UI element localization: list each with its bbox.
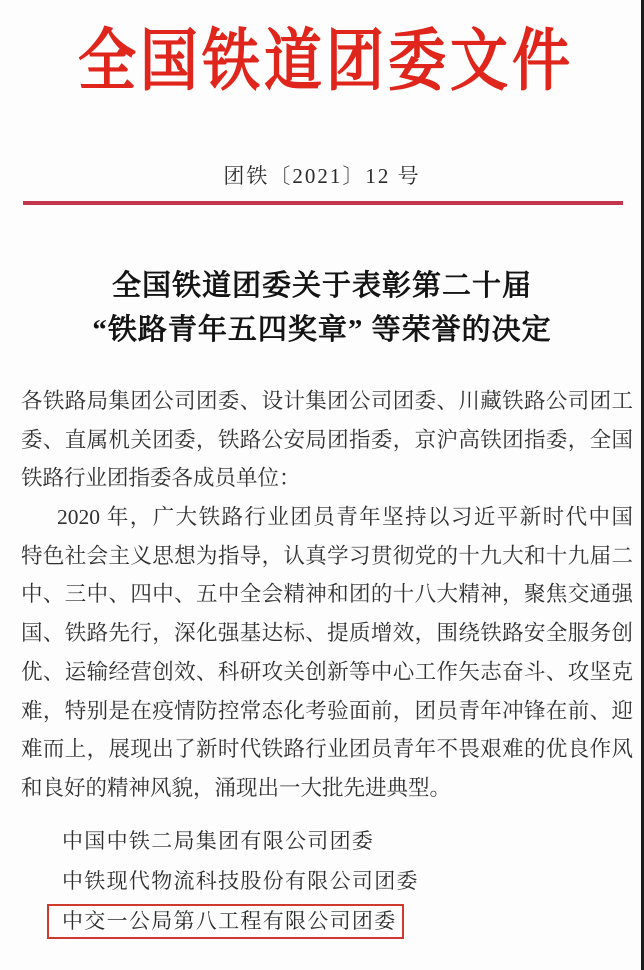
body-line: 2020 年，广大铁路行业团员青年坚持以习近平新时代中国 (57, 505, 633, 530)
awardee-item (62, 861, 419, 901)
body-line: 优、运输经营创效、科研攻关创新等中心工作矢志奋斗、攻坚克 (21, 659, 633, 684)
body-line: 中、三中、四中、五中全会精神和团的十八大精神，聚焦交通强 (21, 582, 633, 607)
body-line: 国、铁路先行，深化强基达标、提质增效，围绕铁路安全服务创 (21, 621, 633, 646)
masthead-text: 全国铁道团委文件 (77, 23, 574, 100)
body-line: 和良好的精神风貌，涌现出一大批先进典型。 (21, 775, 452, 800)
document-title-line-2: “铁路青年五四奖章” 等荣誉的决定 (92, 314, 552, 346)
salutation-line: 各铁路局集团公司团委、设计集团公司团委、川藏铁路公司团工 (21, 389, 633, 413)
awardee-name: 中交一公局第八工程有限公司团委 (62, 909, 397, 933)
document-title (0, 264, 644, 352)
highlight-box (47, 904, 404, 939)
document-masthead (0, 22, 644, 102)
body-line: 特色社会主义思想为指导，认真学习贯彻党的十九大和十九届二 (21, 543, 633, 568)
body-line: 难，特别是在疫情防控常态化考验面前，团员青年冲锋在前、迎 (21, 698, 633, 723)
awardee-list (62, 821, 419, 941)
document-number: 团铁〔2021〕12 号 (223, 164, 421, 188)
document-title-line-1: 全国铁道团委关于表彰第二十届 (111, 270, 532, 302)
document-body (21, 382, 633, 808)
awardee-item (62, 821, 419, 861)
salutation-line: 铁路行业团指委各成员单位： (21, 466, 301, 491)
awardee-item-highlighted (62, 901, 419, 941)
salutation-line: 委、直属机关团委，铁路公安局团指委，京沪高铁团指委，全国 (21, 427, 633, 452)
red-separator-rule (23, 201, 623, 205)
awardee-name: 中铁现代物流科技股份有限公司团委 (62, 869, 419, 893)
body-line: 难而上，展现出了新时代铁路行业团员青年不畏艰难的优良作风 (21, 737, 633, 762)
awardee-name: 中国中铁二局集团有限公司团委 (62, 829, 375, 853)
